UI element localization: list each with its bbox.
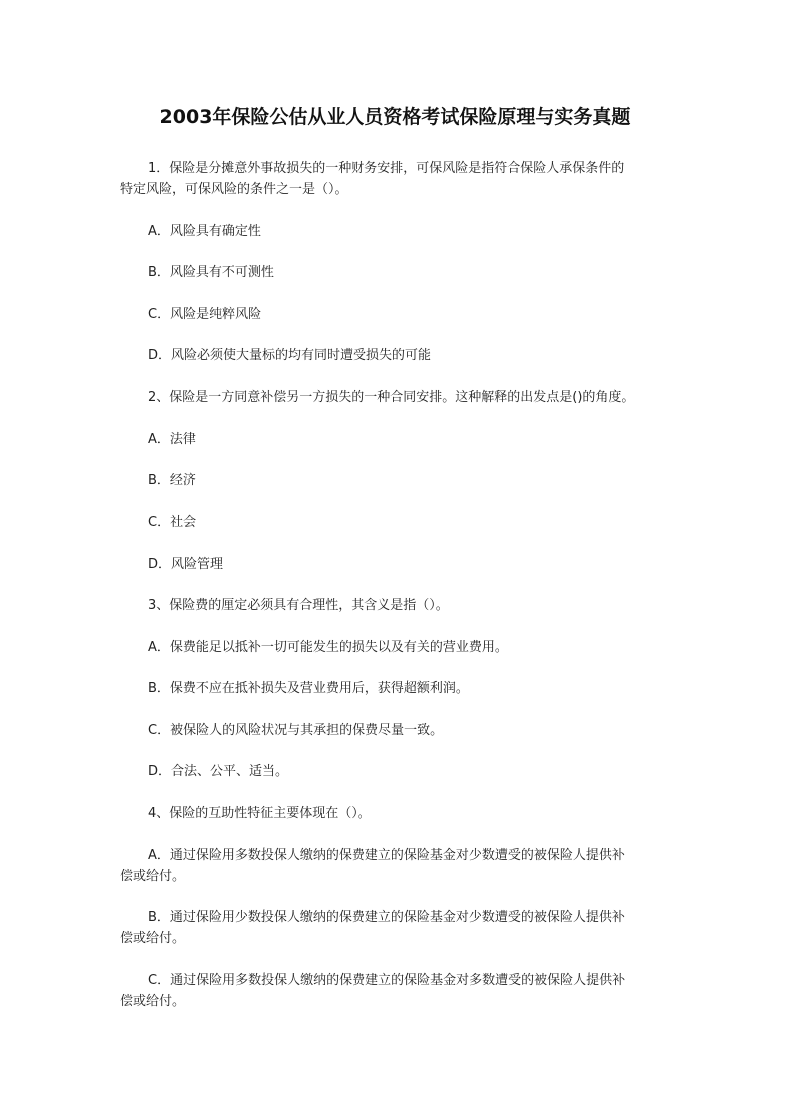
question-1-option-c: C．风险是纯粹风险 (148, 307, 262, 322)
question-1-option-d: D．风险必须使大量标的均有同时遭受损失的可能 (148, 348, 432, 363)
question-4-option-a-line-1: A．通过保险用多数投保人缴纳的保费建立的保险基金对少数遭受的被保险人提供补 (148, 848, 625, 863)
question-1-option-b: B．风险具有不可测性 (148, 265, 274, 280)
question-3-stem: 3、保险费的厘定必须具有合理性，其含义是指（）。 (148, 598, 449, 613)
question-4-stem: 4、保险的互助性特征主要体现在（）。 (148, 806, 371, 821)
question-2-option-c: C．社会 (148, 515, 197, 530)
question-2-stem: 2、保险是一方同意补偿另一方损失的一种合同安排。这种解释的出发点是()的角度。 (148, 390, 635, 405)
question-1-option-a: A．风险具有确定性 (148, 224, 261, 239)
question-4-option-b-line-1: B．通过保险用少数投保人缴纳的保费建立的保险基金对少数遭受的被保险人提供补 (148, 910, 625, 925)
question-2-option-b: B．经济 (148, 473, 196, 488)
question-4-option-c-line-1: C．通过保险用多数投保人缴纳的保费建立的保险基金对多数遭受的被保险人提供补 (148, 973, 626, 988)
question-4-option-a-line-2: 偿或给付。 (120, 869, 186, 884)
question-1-stem-line-2: 特定风险，可保风险的条件之一是（）。 (120, 182, 348, 197)
question-4-option-c-line-2: 偿或给付。 (120, 994, 186, 1009)
question-1-stem-line-1: 1．保险是分摊意外事故损失的一种财务安排，可保风险是指符合保险人承保条件的 (148, 161, 625, 176)
question-3-option-d: D．合法、公平、适当。 (148, 764, 289, 779)
question-4-option-b-line-2: 偿或给付。 (120, 931, 186, 946)
question-3-option-b: B．保费不应在抵补损失及营业费用后，获得超额利润。 (148, 681, 469, 696)
question-3-option-a: A．保费能足以抵补一切可能发生的损失以及有关的营业费用。 (148, 640, 508, 655)
question-3-option-c: C．被保险人的风险状况与其承担的保费尽量一致。 (148, 723, 444, 738)
document-title: 2003年保险公估从业人员资格考试保险原理与实务真题 (159, 106, 631, 128)
question-2-option-a: A．法律 (148, 432, 196, 447)
question-2-option-d: D．风险管理 (148, 557, 224, 572)
